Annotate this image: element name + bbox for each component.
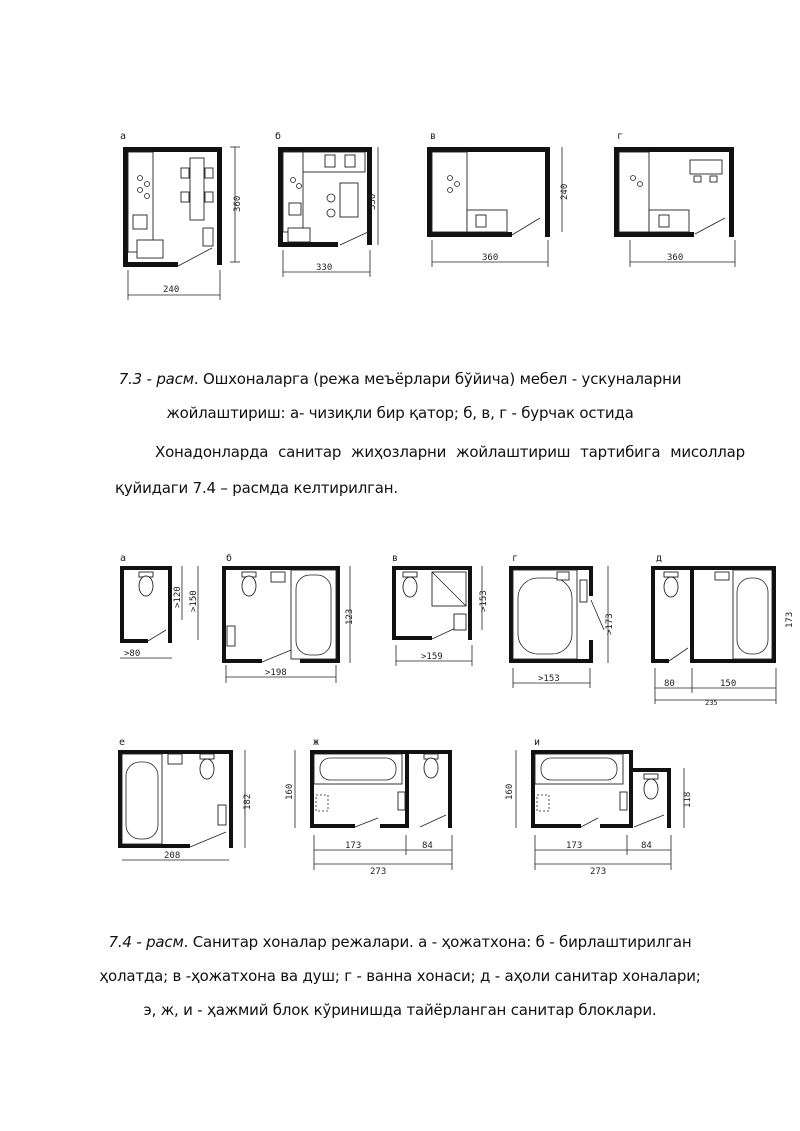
dimension-label: 150 — [720, 679, 737, 689]
caption-text: . Ошхоналарга (режа меъёрлари бўйича) мебел - ускуналарни — [193, 370, 682, 388]
dimension-label: >173 — [605, 613, 615, 635]
sanitary-plan-b — [222, 552, 355, 683]
sanitary-plan-d — [651, 553, 795, 707]
caption-text: ҳолатда; в -ҳожатхона ва душ; г - ванна хонаси; д - аҳоли санитар хоналари; — [99, 967, 701, 985]
figure-7-4-caption — [40, 925, 760, 1027]
plan-letter: в — [430, 131, 437, 142]
dimension-label: 84 — [641, 841, 652, 851]
dimension-label: >120 — [173, 586, 183, 608]
sanitary-plan-g — [509, 553, 615, 688]
dimension-label: 240 — [560, 183, 570, 200]
dimension-label: 360 — [482, 253, 499, 263]
dimension-label: >80 — [124, 649, 141, 659]
sanitary-plan-a — [120, 553, 199, 659]
dimension-label: 330 — [368, 193, 378, 210]
plan-letter: и — [534, 737, 541, 748]
dimension-label: >153 — [479, 590, 489, 612]
plan-letter: б — [226, 553, 233, 564]
sanitary-plan-zh — [285, 737, 452, 877]
dimension-label: 182 — [243, 793, 253, 810]
dimension-label: >150 — [189, 590, 199, 612]
plan-letter: б — [275, 131, 282, 142]
plan-letter: е — [119, 737, 126, 748]
dimension-label: 118 — [683, 791, 693, 808]
plan-letter: г — [512, 553, 519, 564]
plan-letter: в — [392, 553, 399, 564]
dimension-label: 273 — [370, 867, 387, 877]
dimension-label: 360 — [233, 195, 243, 212]
dimension-label: 123 — [345, 608, 355, 625]
caption-text: . Санитар хоналар режалари. а - ҳожатхона: б - бирлаштирилган — [183, 933, 692, 951]
dimension-label: 173 — [345, 841, 362, 851]
dimension-label: 235 — [705, 699, 718, 707]
plan-letter: ж — [313, 737, 320, 748]
sanitary-plan-e — [118, 737, 253, 861]
body-paragraph-continued: қуйидаги 7.4 – расмда келтирилган. — [115, 479, 398, 497]
dimension-label: >159 — [421, 652, 443, 662]
dimension-label: >198 — [265, 668, 287, 678]
dimension-label: 330 — [316, 263, 333, 273]
dimension-label: 80 — [664, 679, 675, 689]
sanitary-plan-i — [505, 737, 693, 877]
dimension-label: 360 — [667, 253, 684, 263]
dimension-label: 173 — [566, 841, 583, 851]
dimension-label: 208 — [164, 851, 181, 861]
figure-number: 7.3 - расм — [118, 370, 194, 388]
dimension-label: 173 — [785, 611, 795, 628]
dimension-label: 240 — [163, 285, 180, 295]
sanitary-plan-v — [392, 553, 489, 666]
plan-letter: г — [617, 131, 624, 142]
figure-number: 7.4 - расм — [108, 933, 184, 951]
body-paragraph: Хонадонларда санитар жиҳозларни жойлаштириш тартибига мисоллар — [155, 443, 745, 461]
plan-letter: а — [120, 553, 127, 564]
dimension-label: 84 — [422, 841, 433, 851]
caption-text: жойлаштириш: а- чизиқли бир қатор; б, в, г - бурчак остида — [166, 404, 634, 422]
dimension-label: 160 — [505, 783, 515, 800]
plan-letter: а — [120, 131, 127, 142]
dimension-label: 273 — [590, 867, 607, 877]
dimension-label: >153 — [538, 674, 560, 684]
plan-letter: д — [656, 553, 663, 564]
dimension-label: 160 — [285, 783, 295, 800]
caption-text: э, ж, и - ҳажмий блок кўринишда тайёрланган санитар блоклари. — [143, 1001, 657, 1019]
